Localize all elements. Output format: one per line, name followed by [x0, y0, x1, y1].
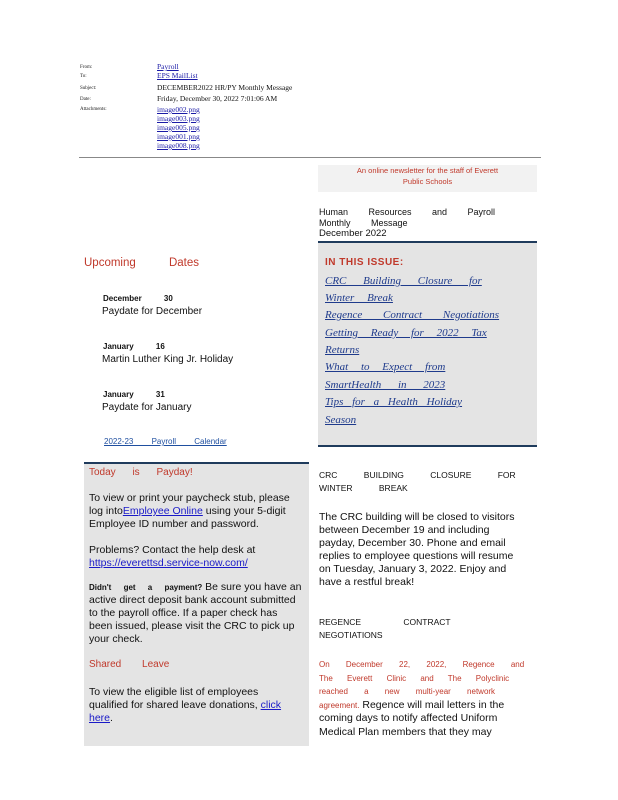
heading-line: REGENCE CONTRACT — [319, 617, 451, 627]
text-line: between December 19 and including — [319, 524, 490, 536]
text-fragment: using your 5-digit — [202, 505, 286, 517]
tagline-line: Public Schools — [402, 177, 453, 186]
text-fragment: Regence will mail letters in the — [359, 698, 505, 711]
toc-link[interactable]: Getting Ready for 2022 Tax — [325, 327, 487, 339]
attachments-label: Attachments: — [80, 107, 107, 112]
toc-link[interactable]: Season — [325, 414, 357, 426]
regence-paragraph — [319, 658, 524, 739]
newsletter-title-line: December 2022 — [319, 228, 387, 239]
to-label: To: — [80, 74, 87, 79]
in-this-issue-heading: IN THIS ISSUE: — [325, 257, 404, 268]
shared-leave-heading: Shared Leave — [89, 659, 170, 670]
to-value[interactable]: EPS MailList — [157, 71, 198, 80]
text-line: reached a new multi-year network — [319, 687, 496, 696]
date-heading: December 30 — [103, 294, 173, 303]
text-line — [319, 699, 524, 713]
regence-heading — [319, 616, 451, 642]
crc-heading — [319, 469, 516, 495]
header-divider — [79, 157, 541, 158]
text-line: To view the eligible list of employees — [89, 686, 259, 698]
text-line: payday, December 30. Phone and email — [319, 537, 506, 549]
text-line — [89, 581, 301, 594]
date-event: Paydate for December — [102, 306, 203, 317]
heading-line: NEGOTIATIONS — [319, 630, 383, 640]
text-line — [89, 712, 281, 725]
attachment-link[interactable]: image001.png — [157, 132, 200, 141]
text-fragment: agreement. — [319, 700, 360, 710]
text-line: To view or print your paycheck stub, please — [89, 492, 290, 504]
click-here-link[interactable]: click — [260, 699, 282, 711]
toc-link[interactable]: CRC Building Closure for — [325, 275, 482, 287]
text-line — [89, 699, 281, 712]
newsletter-title-line: Monthly Message — [319, 218, 408, 228]
click-here-link[interactable]: here — [89, 712, 111, 724]
toc-link[interactable]: Regence Contract Negotiations — [325, 309, 500, 321]
employee-online-link[interactable]: Employee Online — [122, 505, 203, 517]
toc-link[interactable]: Tips for a Health Holiday — [325, 396, 463, 408]
from-value[interactable]: Payroll — [157, 62, 179, 71]
attachment-link[interactable]: image002.png — [157, 105, 200, 114]
payment-paragraph — [89, 581, 301, 646]
payday-heading: Today is Payday! — [89, 467, 193, 478]
text-line: to the payroll office. If a paper check has — [89, 607, 278, 619]
text-line: Medical Plan members that they may — [319, 725, 492, 738]
issue-box-rule — [318, 445, 537, 447]
heading-line: CRC BUILDING CLOSURE FOR — [319, 470, 516, 480]
date-heading: January 16 — [103, 342, 165, 351]
help-paragraph — [89, 544, 255, 570]
text-fragment: log into — [89, 505, 123, 517]
crc-paragraph — [319, 511, 515, 589]
date-value: Friday, December 30, 2022 7:01:06 AM — [157, 94, 278, 103]
text-fragment: qualified for shared leave donations, — [89, 699, 258, 711]
toc-link[interactable]: SmartHealth in 2023 — [325, 379, 446, 391]
payment-question: Didn't get a payment? — [89, 583, 203, 592]
newsletter-tagline — [318, 165, 537, 192]
help-desk-link[interactable]: https://everettsd.service-now.com/ — [89, 557, 248, 569]
text-line: On December 22, 2022, Regence and — [319, 660, 525, 669]
text-line: been issued, please visit the CRC to pick up — [89, 620, 295, 632]
text-line: Employee ID number and password. — [89, 518, 259, 530]
text-line — [89, 505, 290, 518]
text-fragment: Be sure you have an — [202, 581, 302, 593]
date-event: Paydate for January — [102, 402, 192, 413]
text-line: Problems? Contact the help desk at — [89, 544, 256, 556]
from-label: From: — [80, 65, 93, 70]
toc-link[interactable]: What to Expect from — [325, 361, 446, 373]
text-line: The Everett Clinic and The Polyclinic — [319, 673, 510, 683]
attachment-link[interactable]: image008.png — [157, 141, 200, 150]
date-event: Martin Luther King Jr. Holiday — [102, 354, 234, 365]
text-line: The CRC building will be closed to visitors — [319, 511, 515, 523]
text-line: on Tuesday, January 3, 2022. Enjoy and — [319, 563, 507, 575]
attachment-link[interactable]: image003.png — [157, 114, 200, 123]
subject-label: Subject: — [80, 86, 97, 91]
upcoming-dates-heading: Upcoming Dates — [84, 257, 200, 269]
attachment-link[interactable]: image005.png — [157, 123, 200, 132]
heading-line: WINTER BREAK — [319, 483, 408, 493]
subject-value: DECEMBER2022 HR/PY Monthly Message — [157, 83, 293, 92]
newsletter-title-line: Human Resources and Payroll — [319, 207, 496, 217]
date-label: Date: — [80, 97, 91, 102]
payroll-calendar-link[interactable]: 2022-23 Payroll Calendar — [104, 437, 227, 446]
text-line: your check. — [89, 633, 143, 645]
text-line: replies to employee questions will resume — [319, 550, 514, 562]
tagline-line: An online newsletter for the staff of Everett — [356, 166, 499, 175]
toc-link[interactable]: Returns — [325, 344, 360, 356]
date-heading: January 31 — [103, 390, 165, 399]
payday-paragraph — [89, 492, 290, 531]
text-fragment: . — [110, 712, 113, 724]
toc-link[interactable]: Winter Break — [325, 292, 393, 304]
text-line: have a restful break! — [319, 576, 415, 588]
shared-leave-paragraph — [89, 686, 281, 725]
text-line: active direct deposit bank account submitted — [89, 594, 296, 606]
text-line: coming days to notify affected Uniform — [319, 712, 498, 724]
